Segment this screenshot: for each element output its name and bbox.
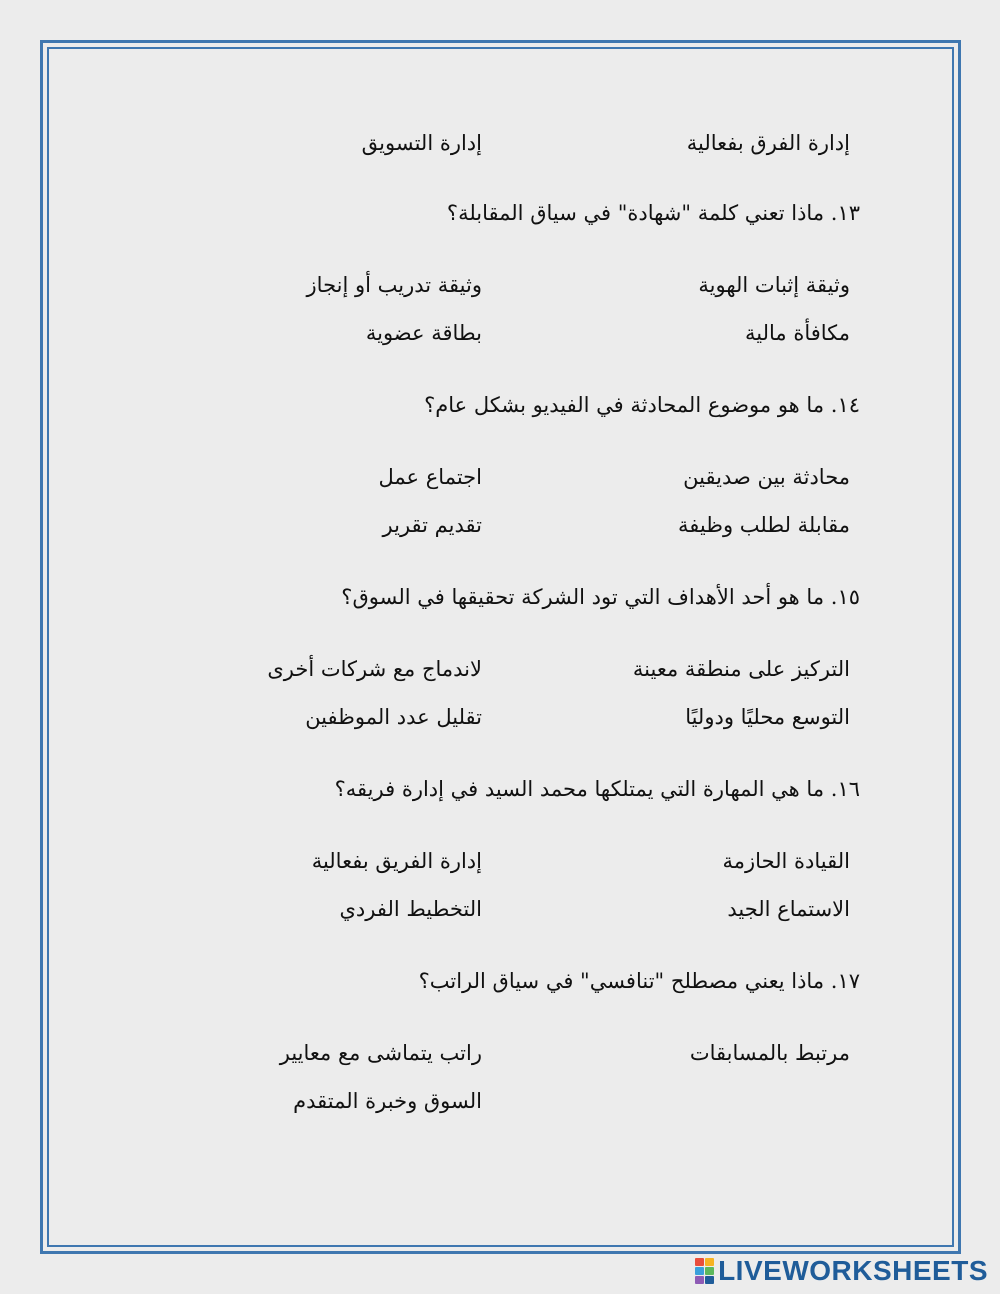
logo-square (705, 1267, 714, 1275)
option-item: التركيز على منطقة معينة (632, 657, 850, 681)
logo-square (705, 1258, 714, 1266)
option-item: تقديم تقرير (382, 513, 482, 537)
option-item: إدارة التسويق (361, 131, 482, 155)
option-item: مقابلة لطلب وظيفة (678, 513, 850, 537)
logo-square (695, 1276, 704, 1284)
option-item: التوسع محليًا ودوليًا (685, 705, 850, 729)
brand-name: LIVEWORKSHEETS (718, 1255, 988, 1286)
option-item: إدارة الفرق بفعالية (686, 131, 850, 155)
option-item: راتب يتماشى مع معايير (279, 1041, 482, 1065)
option-item: لاندماج مع شركات أخرى (267, 657, 482, 681)
logo-square (705, 1276, 714, 1284)
option-item: التخطيط الفردي (339, 897, 482, 921)
option-item: مرتبط بالمسابقات (689, 1041, 850, 1065)
question-16: ١٦. ما هي المهارة التي يمتلكها محمد السيد في إدارة فريقه؟ (334, 777, 860, 801)
question-15: ١٥. ما هو أحد الأهداف التي تود الشركة تحقيقها في السوق؟ (341, 585, 860, 609)
liveworksheets-logo-icon (695, 1258, 714, 1284)
option-item: تقليل عدد الموظفين (305, 705, 482, 729)
option-item: وثيقة إثبات الهوية (698, 273, 850, 297)
option-item: الاستماع الجيد (727, 897, 850, 921)
question-13: ١٣. ماذا تعني كلمة "شهادة" في سياق المقابلة؟ (446, 201, 860, 225)
option-item: القيادة الحازمة (722, 849, 850, 873)
logo-square (695, 1258, 704, 1266)
question-14: ١٤. ما هو موضوع المحادثة في الفيديو بشكل عام؟ (424, 393, 860, 417)
option-item: اجتماع عمل (378, 465, 482, 489)
option-item: إدارة الفريق بفعالية (311, 849, 482, 873)
liveworksheets-brand[interactable] (695, 1256, 988, 1286)
page-border-inner (47, 47, 954, 1247)
option-item: وثيقة تدريب أو إنجاز (306, 273, 482, 297)
question-17: ١٧. ماذا يعني مصطلح "تنافسي" في سياق الراتب؟ (418, 969, 860, 993)
option-item: مكافأة مالية (745, 321, 850, 345)
option-item: بطاقة عضوية (365, 321, 482, 345)
option-item: محادثة بين صديقين (683, 465, 850, 489)
option-item-continuation: السوق وخبرة المتقدم (293, 1089, 482, 1113)
logo-square (695, 1267, 704, 1275)
